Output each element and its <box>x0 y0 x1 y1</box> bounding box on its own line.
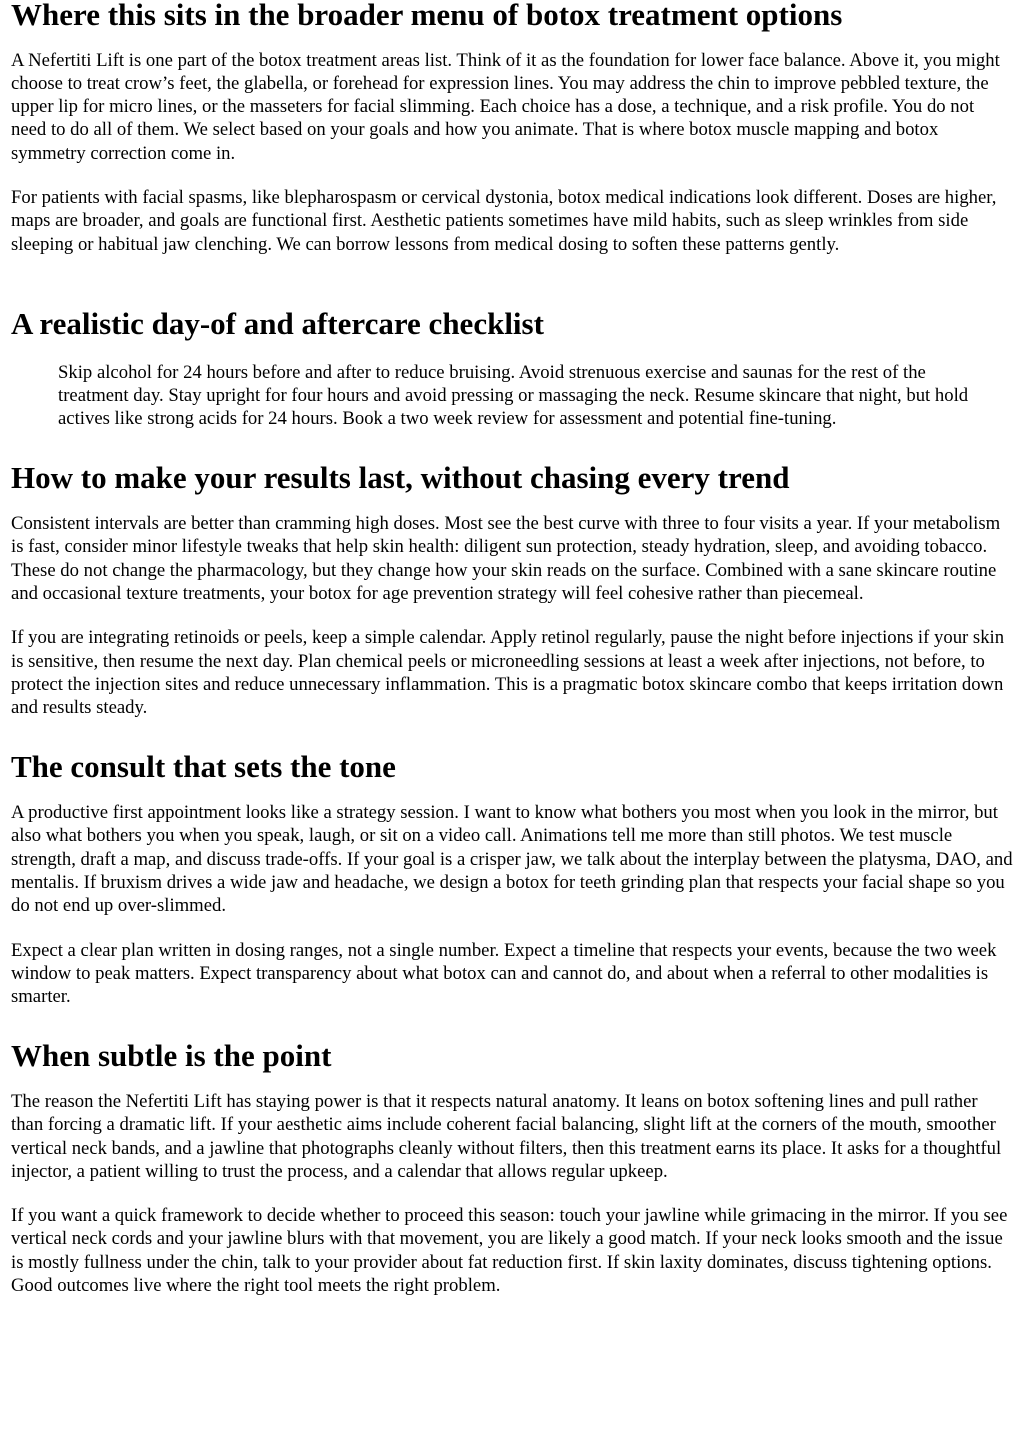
section-subtle-point <box>11 1038 1013 1297</box>
heading-results-last: How to make your results last, without chasing every trend <box>11 460 790 496</box>
heading-consult: The consult that sets the tone <box>11 749 396 785</box>
paragraph-medical-indications: For patients with facial spasms, like blepharospasm or cervical dystonia, botox medical indications look different. Doses are higher, maps are broader, and goals are functional first. Aesthetic patients sometimes have mild habits, such as sleep wrinkles from side sleeping or habitual jaw clenching. We can borrow lessons from medical dosing to soften these patterns gently. <box>11 187 997 255</box>
section-broader-menu <box>11 0 1013 256</box>
section-consult <box>11 749 1013 1008</box>
section-aftercare-checklist <box>11 306 1013 430</box>
paragraph-first-appointment: A productive first appointment looks like a strategy session. I want to know what bothers you most when you look in the mirror, but also what bothers you when you speak, laugh, or sit on a video call. Animations tell me more than still photos. We test muscle strength, draft a map, and discuss trade-offs. If your goal is a crisper jaw, we talk about the interplay between the platysma, DAO, and mentalis. If bruxism drives a wide jaw and headache, we design a botox for teeth grinding plan that respects your facial shape so you do not end up over-slimmed. <box>11 802 1013 917</box>
paragraph-staying-power: The reason the Nefertiti Lift has staying power is that it respects natural anatomy. It leans on botox softening lines and pull rather than forcing a dramatic lift. If your aesthetic aims include coherent facial balancing, slight lift at the corners of the mouth, smoother vertical neck bands, and a jawline that photographs cleanly without filters, then this treatment earns its place. It asks for a thoughtful injector, a patient willing to trust the process, and a calendar that allows regular upkeep. <box>11 1090 1002 1182</box>
paragraph-quick-framework: If you want a quick framework to decide whether to proceed this season: touch your jawline while grimacing in the mirror. If you see vertical neck cords and your jawline blurs with that movement, you are likely a good match. If your neck looks smooth and the issue is mostly fullness under the chin, talk to your provider about fat reduction first. If skin laxity dominates, discuss tightening options. Good outcomes live where the right tool meets the right problem. <box>11 1205 1008 1297</box>
heading-aftercare-checklist: A realistic day-of and aftercare checklist <box>11 305 544 341</box>
section-results-last <box>11 460 1013 719</box>
blockquote-aftercare <box>58 361 993 431</box>
heading-subtle-point: When subtle is the point <box>11 1038 332 1074</box>
paragraph-retinoids-peels: If you are integrating retinoids or peels, keep a simple calendar. Apply retinol regularly, pause the night before injections if your skin is sensitive, then resume the next day. Plan chemical peels or microneedling sessions at least a week after injections, not before, to protect the injection sites and reduce unnecessary inflammation. This is a pragmatic botox skincare combo that keeps irritation down and results steady. <box>11 627 1005 719</box>
paragraph-consistent-intervals: Consistent intervals are better than cramming high doses. Most see the best curve with three to four visits a year. If your metabolism is fast, consider minor lifestyle tweaks that help skin health: diligent sun protection, steady hydration, sleep, and avoiding tobacco. These do not change the pharmacology, but they change how your skin reads on the surface. Combined with a sane skincare routine and occasional texture treatments, your botox for age prevention strategy will feel cohesive rather than piecemeal. <box>11 513 1001 604</box>
paragraph-nefertiti-overview: A Nefertiti Lift is one part of the botox treatment areas list. Think of it as the foundation for lower face balance. Above it, you might choose to treat crow’s feet, the glabella, or forehead for expression lines. You may address the chin to improve pebbled texture, the upper lip for micro lines, or the masseters for facial slimming. Each choice has a dose, a technique, and a risk profile. You do not need to do all of them. We select based on your goals and how you animate. That is where botox muscle mapping and botox symmetry correction come in. <box>11 49 1000 164</box>
paragraph-expect-plan: Expect a clear plan written in dosing ranges, not a single number. Expect a timeline that respects your events, because the two week window to peak matters. Expect transparency about what botox can and cannot do, and about when a referral to other modalities is smarter. <box>11 939 997 1008</box>
heading-broader-menu: Where this sits in the broader menu of botox treatment options <box>11 0 843 32</box>
blockquote-aftercare-text: Skip alcohol for 24 hours before and after to reduce bruising. Avoid strenuous exercise and saunas for the rest of the treatment day. Stay upright for four hours and avoid pressing or massaging the neck. Resume skincare that night, but hold actives like strong acids for 24 hours. Book a two week review for assessment and potential fine-tuning. <box>58 361 969 430</box>
